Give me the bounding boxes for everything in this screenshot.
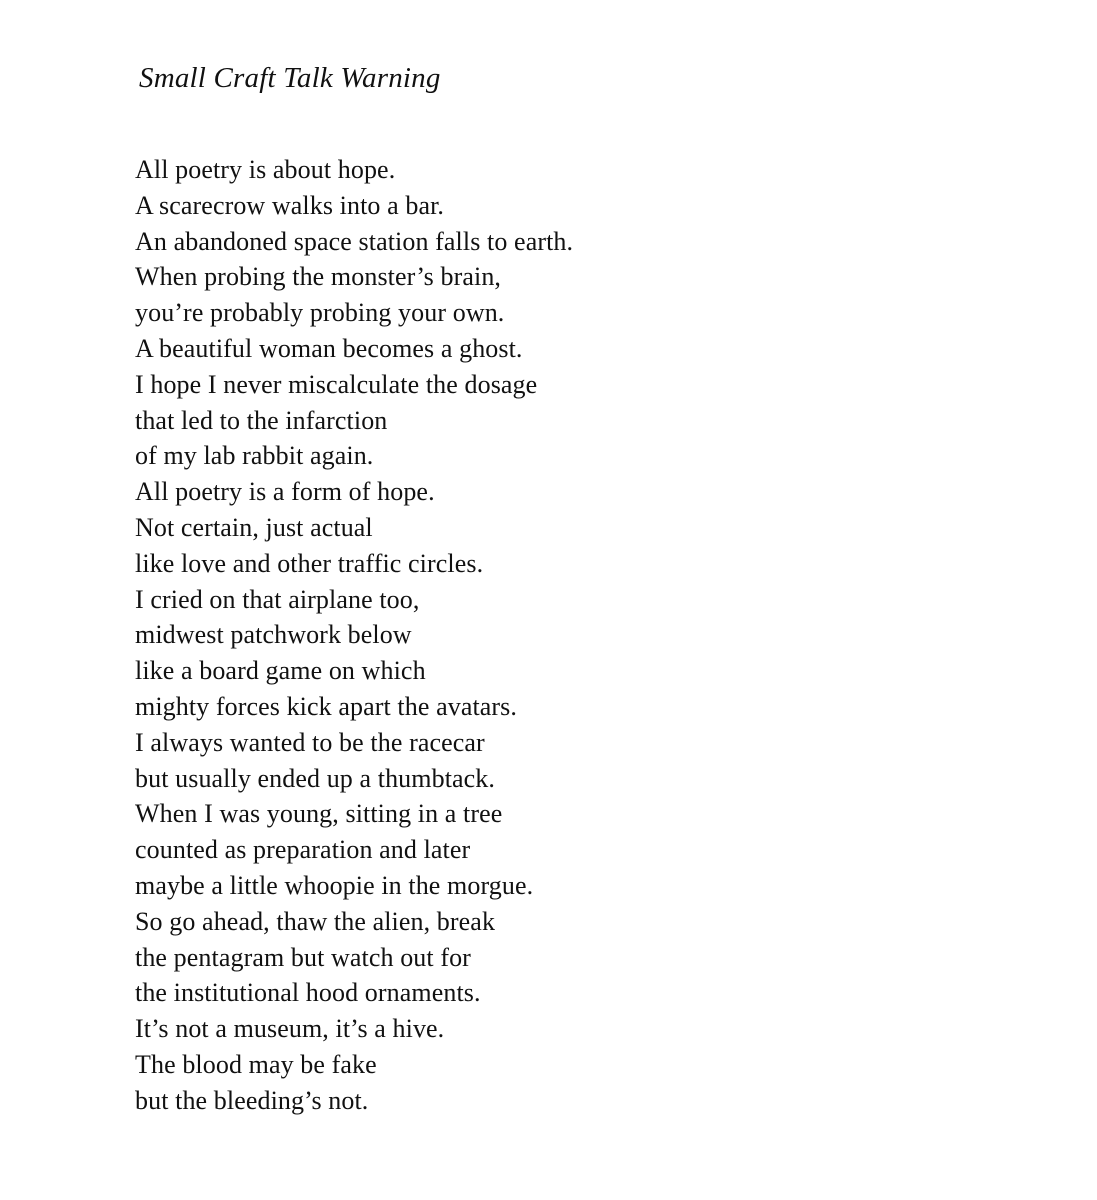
poem-line: but the bleeding’s not. [135, 1085, 369, 1115]
poem-title: Small Craft Talk Warning [139, 62, 441, 94]
poem-line: When I was young, sitting in a tree [135, 799, 503, 829]
poem-line: So go ahead, thaw the alien, break [135, 906, 496, 936]
poem-line: All poetry is about hope. [135, 155, 396, 184]
poem-line: I hope I never miscalculate the dosage [135, 369, 538, 399]
poem-line: The blood may be fake [135, 1049, 377, 1079]
poem-line: A beautiful woman becomes a ghost. [135, 333, 523, 363]
poem-line: maybe a little whoopie in the morgue. [135, 870, 534, 900]
poem-line: I always wanted to be the racecar [135, 727, 485, 757]
poem-body [135, 152, 573, 1119]
poem-line: Not certain, just actual [135, 512, 373, 542]
poem-line: midwest patchwork below [135, 620, 412, 650]
poem-line: mighty forces kick apart the avatars. [135, 691, 517, 721]
poem-line: An abandoned space station falls to earth. [135, 226, 574, 256]
poem-line: like love and other traffic circles. [135, 548, 484, 578]
poem-line: A scarecrow walks into a bar. [135, 190, 445, 220]
poem-line: like a board game on which [135, 656, 426, 686]
poem-line: of my lab rabbit again. [135, 441, 374, 471]
poem-line: When probing the monster’s brain, [135, 262, 502, 292]
poem-line: the pentagram but watch out for [135, 942, 471, 972]
poem-line: you’re probably probing your own. [135, 298, 505, 328]
poem-line: It’s not a museum, it’s a hive. [135, 1014, 445, 1044]
poem-line: All poetry is a form of hope. [135, 477, 435, 507]
poem-line: the institutional hood ornaments. [135, 978, 481, 1008]
poem-line: counted as preparation and later [135, 835, 471, 865]
poem-line: but usually ended up a thumbtack. [135, 763, 495, 793]
poem-line: I cried on that airplane too, [135, 584, 420, 614]
poem-line: that led to the infarction [135, 405, 388, 435]
